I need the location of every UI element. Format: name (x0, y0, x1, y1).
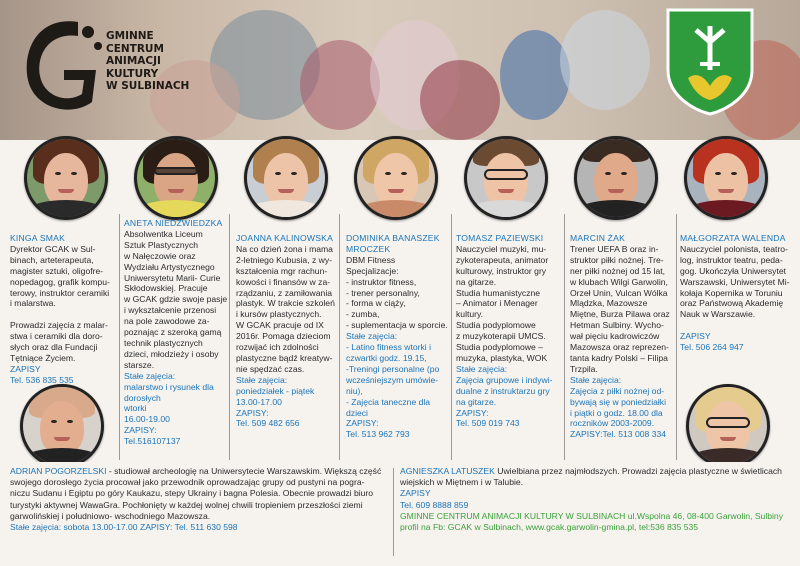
bio-line: ner piłki nożnej od 15 lat, (570, 265, 666, 276)
bio-line: i wykształcenie przenosi (124, 305, 217, 316)
bio-line: tanta kadry Polski – Filipa (570, 352, 668, 363)
portrait-kinga-smak (24, 136, 108, 220)
bio-marcin-zak (570, 233, 670, 440)
bio-adrian-pogorzelski (10, 466, 381, 533)
phone-link[interactable]: Tel. 536 835 535 (10, 374, 74, 385)
bio-line: - forma w ciąży, (346, 298, 406, 309)
bio-line: Uwielbiana przez najmłodszych. Prowadzi zajęcia plastyczne w świetlicach (494, 466, 782, 476)
bio-kinga-smak (10, 233, 110, 386)
bio-line: Mazowsza oraz reprezen- (570, 342, 669, 353)
footer-address: GMINNE CENTRUM ANIMACJI KULTURY W SULBINACH ul.Wspolna 46, 08-400 Garwolin, Sulbiny (400, 510, 784, 521)
logo-text (106, 30, 189, 93)
logo-line: GMINNE (106, 30, 154, 42)
logo-line: KULTURY (106, 67, 159, 80)
signup-label: ZAPISY (400, 488, 431, 499)
photo-figure (420, 60, 500, 140)
phone-link[interactable]: ZAPISY:Tel. 513 008 334 (570, 429, 667, 440)
bio-line: i kursów plastycznych. (236, 309, 322, 320)
bio-line: z muzykoterapii UMCS. (456, 331, 546, 342)
bio-line: nie spędzać czas. (236, 363, 305, 374)
signup-label: ZAPISY (680, 331, 711, 342)
bio-line: Dyrektor GCAK w Sul- (10, 243, 96, 254)
bio-line: Studia podyplomowe – (456, 342, 543, 353)
bio-line: Na co dzień żona i mama (236, 243, 333, 254)
person-name: TOMASZ PAZIEWSKI (456, 233, 544, 243)
portrait-aneta-niedzwiedzka (134, 136, 218, 220)
bio-line: dzieci, młodzieży i osoby (124, 348, 219, 359)
person-name: MROCZEK (346, 243, 391, 254)
signup-label: ZAPISY: (236, 407, 269, 418)
classes-line: i piątki o godz. 18.00 dla (570, 407, 663, 418)
logo-line: CENTRUM (106, 42, 164, 55)
bio-line: i malarstwa. (10, 298, 56, 309)
bio-line: plastyk. W trakcie szkoleń (236, 298, 335, 309)
signup-label: ZAPISY: (124, 425, 157, 436)
bio-line: - suplementacja w sporcie. (346, 320, 448, 331)
column-divider (339, 214, 340, 460)
bio-line: Nauczyciel muzyki, mu- (456, 243, 547, 254)
classes-line: dzieci (346, 407, 368, 418)
bio-line: terowy, instruktor ceramiki (10, 287, 110, 298)
bio-line: w GCAK gdzie swoje pasje (124, 294, 228, 305)
bio-line: technik plastycznych (124, 337, 203, 348)
logo-g-icon (18, 10, 114, 120)
phone-link[interactable]: Tel. 609 8888 859 (400, 499, 469, 510)
bio-line: swojego dorosłego życia procował jako przewodnik oprowadzając grupy od pustyni na pogra- (10, 477, 365, 488)
bio-line: turystyki aktywnej WawaGra. Pochłonięty w każdej wolnej chwili tropieniem przeszłości ziemi (10, 499, 363, 510)
classes-line: roczników 2003-2009. (570, 418, 655, 429)
signup-label: ZAPISY: (456, 407, 489, 418)
column-divider (564, 214, 565, 460)
classes-line: 16.00-19.00 (124, 414, 170, 425)
bio-line: Wydziału Artystycznego (124, 261, 215, 272)
portrait-dominika-banaszek-mroczek (354, 136, 438, 220)
classes-line: - Latino fitness wtorki i (346, 342, 432, 353)
bio-line: Trener UEFA B oraz in- (570, 243, 659, 254)
bio-line: Nauczyciel polonista, teatro- (680, 243, 788, 254)
bio-line: kształcenia mgr rachun- (236, 265, 328, 276)
bio-line: log, instruktor teatru, peda- (680, 254, 783, 265)
column-divider (676, 214, 677, 460)
classes-line: dualne z instruktarzu gry (456, 385, 550, 396)
bio-line: muzyka, plastyka, WOK (456, 352, 548, 363)
portrait-malgorzata-walenda (684, 136, 768, 220)
bio-line: garwolińskiej i południowo- wschodniego Mazowsza. (10, 510, 211, 521)
bio-line: na gitarze. (456, 276, 497, 287)
portrait-agnieszka-latuszek (686, 384, 770, 468)
classes-line: bywają się w poniedziałki (570, 396, 667, 407)
signup-label: ZAPISY (10, 363, 41, 374)
bio-line: kowości i finansów w za- (236, 276, 331, 287)
spacer (680, 320, 790, 331)
person-name: ANETA NIEDŹWIEDZKA (124, 218, 223, 228)
classes-line: Stałe zajęcia: (456, 363, 508, 374)
bio-line: Sztuk Plastycznych (124, 239, 199, 250)
bio-line: oraz Państwową Akademię (680, 298, 784, 309)
photo-figure (560, 10, 650, 110)
bio-line: struktor piłki nożnej. Tre- (570, 254, 664, 265)
person-name: MARCIN ŻAK (570, 233, 625, 243)
bio-dominika-banaszek-mroczek (346, 233, 448, 440)
photo-figure (300, 40, 380, 130)
bio-line: starsze. (124, 359, 155, 370)
classes-line[interactable]: Stałe zajęcia: sobota 13.00-17.00 ZAPISY: Tel. 511 630 598 (10, 522, 238, 533)
bio-line: Skłodowskiej. Pracuje (124, 283, 208, 294)
logo-line: ANIMACJI (106, 55, 161, 67)
person-name: MAŁGORZATA WALENDA (680, 233, 786, 243)
bio-line: Trzpila. (570, 363, 598, 374)
classes-line: Zajęcia z piłki nożnej od- (570, 385, 665, 396)
phone-link[interactable]: Tel.516107137 (124, 436, 181, 447)
classes-line: Stałe zajęcia: (570, 374, 622, 385)
classes-line: czwartki godz. 19.15, (346, 352, 427, 363)
bio-joanna-kalinowska (236, 233, 335, 429)
bio-line: 2016r. Pomaga dzieciom (236, 331, 331, 342)
portrait-marcin-zak (574, 136, 658, 220)
bottom-section (0, 462, 800, 566)
portrait-tomasz-paziewski (464, 136, 548, 220)
column-divider (451, 214, 452, 460)
bio-line: W GCAK pracuje od IX (236, 320, 324, 331)
classes-line: wcześniejszym umówie- (346, 374, 439, 385)
phone-link[interactable]: Tel. 509 482 656 (236, 418, 300, 429)
bio-line: - instruktor fitness, (346, 276, 417, 287)
bio-line: kulturowy, instruktor gry (456, 265, 547, 276)
photo-figure (500, 30, 570, 120)
classes-line: Stałe zajęcia: (346, 331, 398, 342)
bio-line: Specjalizacje: (346, 265, 399, 276)
bio-line: rządzaniu, z zamiłowania (236, 287, 333, 298)
bio-line: - studiował archeologię na Uniwersytecie Warszawskim. Większą część (106, 466, 382, 476)
bio-malgorzata-walenda (680, 233, 790, 353)
bio-line: Absolwentka Liceum (124, 228, 203, 239)
bio-line: DBM Fitness (346, 254, 396, 265)
column-divider (229, 214, 230, 460)
classes-line: Zajęcia grupowe i indywi- (456, 374, 553, 385)
phone-link[interactable]: Tel. 513 962 793 (346, 429, 410, 440)
bio-agnieszka-latuszek (400, 466, 783, 533)
bio-line: zykoterapeuta, animator (456, 254, 549, 265)
portrait-joanna-kalinowska (244, 136, 328, 220)
column-divider (119, 214, 120, 460)
person-name: ADRIAN POGORZELSKI (10, 466, 107, 476)
person-name: JOANNA KALINOWSKA (236, 233, 333, 243)
bio-line: na pole zawodowe za- (124, 316, 210, 327)
gcak-logo (18, 10, 208, 120)
bio-line: – Animator i Menager (456, 298, 538, 309)
person-name: DOMINIKA BANASZEK (346, 233, 440, 243)
classes-line: 13.00-17.00 (236, 396, 282, 407)
classes-line: wtorki (124, 403, 147, 414)
bio-line: rozwijać ich zdolności (236, 342, 319, 353)
classes-line: na gitarze. (456, 396, 497, 407)
bio-line: Mlądzka, Mazowsze (570, 298, 648, 309)
classes-line: dorosłych (124, 392, 161, 403)
signup-label: ZAPISY: (346, 418, 379, 429)
bio-line: kultury. (456, 309, 484, 320)
classes-line: poniedziałek - piątek (236, 385, 315, 396)
bio-line: poznając z szeroką gamą (124, 327, 222, 338)
column-divider (393, 468, 394, 556)
phone-link[interactable]: Tel. 509 019 743 (456, 418, 520, 429)
bio-line: Prowadzi zajęcia z malar- (10, 320, 108, 331)
bio-line: Warszawski, Uniwersytet Mi- (680, 276, 790, 287)
bio-line: Orzeł Unin, Vulcan Wólka (570, 287, 668, 298)
bio-line: 2-letniego Kubusia, z wy- (236, 254, 333, 265)
bio-line: gog. Ukończyła Uniwersytet (680, 265, 787, 276)
classes-line: -Treningi personalne (po (346, 363, 440, 374)
bio-line: - zumba, (346, 309, 380, 320)
person-name: AGNIESZKA LATUSZEK (400, 466, 495, 476)
bio-line: Hetman Sulbiny. Wycho- (570, 320, 664, 331)
bio-line: - trener personalny, (346, 287, 420, 298)
phone-link[interactable]: Tel. 506 264 947 (680, 342, 744, 353)
bio-aneta-niedzwiedzka (124, 218, 227, 447)
bio-tomasz-paziewski (456, 233, 552, 429)
classes-line: Stałe zajęcia: (236, 374, 288, 385)
bio-line: kołaja Kopernika w Toruniu (680, 287, 783, 298)
classes-line: Stałe zajęcia: (124, 370, 176, 381)
bio-line: wiejskich w Miętnem i w Talubie. (400, 477, 524, 488)
bio-line: Uniwersytetu Marii- Curie (124, 272, 221, 283)
spacer (10, 309, 110, 320)
bio-line: Nauk w Warszawie. (680, 309, 756, 320)
footer-contact[interactable]: profil na Fb: GCAK w Sulbinach, www.gcak.garwolin-gmina.pl, tel:536 835 535 (400, 522, 699, 533)
bio-line: nopedagog, grafik kompu- (10, 276, 110, 287)
header-photo (0, 0, 800, 140)
logo-line: W SULBINACH (106, 80, 190, 92)
bio-line: binach, arteterapeuta, (10, 254, 94, 265)
portrait-adrian-pogorzelski (20, 384, 104, 468)
bio-line: plastyczne bądź kreatyw- (236, 352, 333, 363)
bio-line: słych oraz dla Fundacji (10, 342, 98, 353)
classes-line: malarstwo i rysunek dla (124, 381, 214, 392)
person-name: KINGA SMAK (10, 233, 66, 243)
bio-line: niczu Sudanu i Egiptu po góry Kaukazu, stepy Ukrainy i bagna Polesia. Obecnie prowadzi biuro (10, 488, 374, 499)
bio-line: Studia humanistyczne (456, 287, 541, 298)
classes-line: niu), (346, 385, 363, 396)
bio-line: Studia podyplomowe (456, 320, 536, 331)
coat-of-arms-icon (666, 8, 754, 116)
bio-line: w klubach Wilgi Garwolin, (570, 276, 668, 287)
bio-line: wał pięciu kadrowiczów (570, 331, 660, 342)
bio-line: w Nałęczowie oraz (124, 250, 196, 261)
bio-line: Miętne, Burza Pilawa oraz (570, 309, 670, 320)
bio-line: Tętniące Życiem. (10, 352, 76, 363)
bio-line: magister sztuki, oligofre- (10, 265, 104, 276)
bio-line: stwa i ceramiki dla doro- (10, 331, 103, 342)
classes-line: - Zajęcia taneczne dla (346, 396, 431, 407)
